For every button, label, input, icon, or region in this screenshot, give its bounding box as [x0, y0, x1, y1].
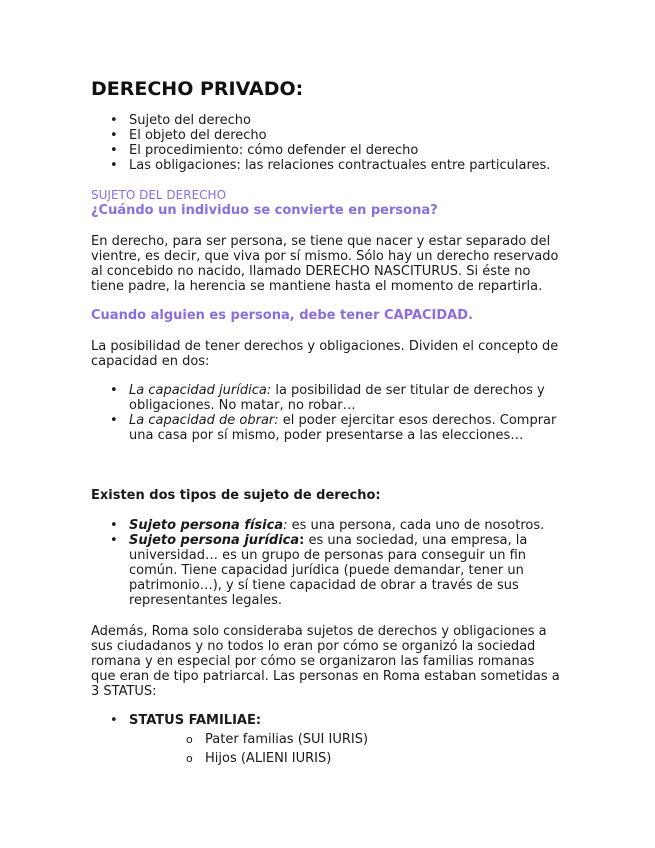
types-heading: Existen dos tipos de sujeto de derecho: — [91, 488, 381, 503]
status-label: STATUS FAMILIAE: — [129, 713, 262, 728]
list-item — [91, 413, 561, 443]
list-item — [91, 518, 561, 533]
page-title: DERECHO PRIVADO: — [91, 78, 304, 100]
status-list — [91, 713, 561, 768]
list-item: • El procedimiento: cómo defender el derecho — [91, 143, 561, 158]
definition: la posibilidad de ser titular de derechos y obligaciones. No matar, no robar… — [129, 383, 545, 413]
section-label: SUJETO DEL DERECHO — [91, 188, 227, 202]
list-item — [91, 533, 561, 608]
term: Sujeto persona física — [129, 518, 284, 533]
definition: es una sociedad, una empresa, la universidad… es un grupo de personas para conseguir un fin común. Tiene capacidad jurídica (puede demandar, tener un patrimonio…), y sí tiene capacidad de obrar a través de sus representantes legales. — [129, 533, 528, 608]
sub-list-item: o Hijos (ALIENI IURIS) — [129, 749, 561, 768]
paragraph-capacidad: La posibilidad de tener derechos y obligaciones. Dividen el concepto de capacidad en dos: — [91, 339, 559, 369]
capacity-list — [91, 383, 561, 443]
sub-list-item: o Pater familias (SUI IURIS) — [129, 730, 561, 749]
term-separator: : — [283, 518, 288, 533]
list-item — [91, 383, 561, 413]
definition: es una persona, cada uno de nosotros. — [287, 518, 545, 533]
list-item: • Sujeto del derecho — [91, 113, 561, 128]
list-item: • El objeto del derecho — [91, 128, 561, 143]
paragraph-nascimiento: En derecho, para ser persona, se tiene que nacer y estar separado del vientre, es decir, que viva por sí mismo. Sólo hay un derecho reservado al concebido no nacido, llamado DERECHO NASCITURUS. Si éste no tiene padre, la herencia se mantiene hasta el momento de repartirla. — [91, 234, 559, 294]
definition: el poder ejercitar esos derechos. Comprar una casa por sí mismo, poder presentarse a las elecciones… — [129, 413, 557, 443]
types-list — [91, 518, 561, 608]
intro-list — [91, 113, 561, 173]
term: Sujeto persona jurídica — [129, 533, 300, 548]
paragraph-roma: Además, Roma solo consideraba sujetos de derechos y obligaciones a sus ciudadanos y no todos lo eran por cómo se organizó la sociedad romana y en especial por cómo se organizaron las familias romanas que eran de tipo patriarcal. Las personas en Roma estaban sometidas a 3 STATUS: — [91, 624, 560, 699]
term-separator: : — [299, 533, 305, 548]
status-sublist — [129, 730, 561, 768]
term: La capacidad jurídica: — [129, 383, 272, 398]
capacity-heading: Cuando alguien es persona, debe tener CAPACIDAD. — [91, 308, 473, 323]
section-question: ¿Cuándo un individuo se convierte en persona? — [91, 203, 438, 218]
list-item: • Las obligaciones: las relaciones contractuales entre particulares. — [91, 158, 561, 173]
term: La capacidad de obrar: — [129, 413, 279, 428]
list-item — [91, 713, 561, 768]
